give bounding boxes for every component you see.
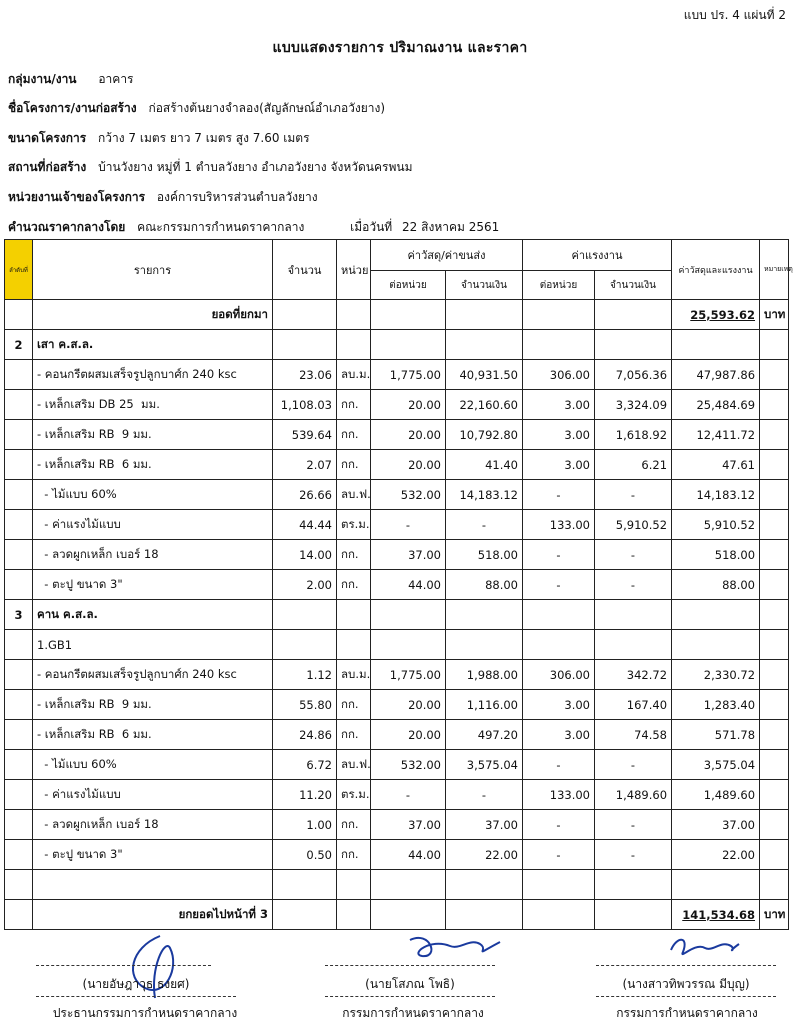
unit-cell: กก.: [337, 810, 371, 840]
seq-cell: [5, 450, 33, 480]
seq-cell: [5, 480, 33, 510]
qty-cell: 26.66: [273, 480, 337, 510]
total-cell: 2,330.72: [672, 660, 760, 690]
labor-unit-price: 3.00: [523, 720, 595, 750]
item-description: - ตะปู ขนาด 3": [33, 570, 273, 600]
carried-out-row: [5, 900, 789, 930]
calc-label: คำนวณราคากลางโดย: [8, 220, 126, 234]
info-size: [8, 129, 316, 148]
signature-role-line-3: [596, 996, 776, 997]
table-row: [5, 420, 789, 450]
size-value: กว้าง 7 เมตร ยาว 7 เมตร สูง 7.60 เมตร: [98, 131, 310, 145]
material-amount: 22,160.60: [446, 390, 523, 420]
header-qty: จำนวน: [273, 240, 337, 300]
labor-amount: -: [595, 480, 672, 510]
table-row: [5, 570, 789, 600]
total-cell: 1,489.60: [672, 780, 760, 810]
item-description: - คอนกรีตผสมเสร็จรูปลูกบาศ์ก 240 ksc: [33, 360, 273, 390]
empty-cell: [760, 600, 789, 630]
material-amount: 40,931.50: [446, 360, 523, 390]
table-row: [5, 780, 789, 810]
total-cell: 22.00: [672, 840, 760, 870]
remark-cell: [760, 420, 789, 450]
material-unit-price: 37.00: [371, 810, 446, 840]
material-unit-price: -: [371, 510, 446, 540]
carried-out-label: ยกยอดไปหน้าที่ 3: [33, 900, 273, 930]
empty-cell: [273, 330, 337, 360]
total-cell: 25,484.69: [672, 390, 760, 420]
unit-cell: ลบ.ฟ.: [337, 750, 371, 780]
signature-line-2: [325, 965, 495, 966]
total-cell: 518.00: [672, 540, 760, 570]
material-unit-price: 37.00: [371, 540, 446, 570]
qty-cell: 2.07: [273, 450, 337, 480]
seq-cell: [5, 510, 33, 540]
material-unit-price: 1,775.00: [371, 660, 446, 690]
material-unit-price: 20.00: [371, 390, 446, 420]
project-label: ชื่อโครงการ/งานก่อสร้าง: [8, 101, 137, 115]
empty-cell: [337, 870, 371, 900]
carried-in-row: [5, 300, 789, 330]
empty-cell: [595, 870, 672, 900]
remark-cell: [760, 570, 789, 600]
item-description: - ค่าแรงไม้แบบ: [33, 780, 273, 810]
empty-cell: [446, 600, 523, 630]
item-description: - ตะปู ขนาด 3": [33, 840, 273, 870]
section-title: คาน ค.ส.ล.: [33, 600, 273, 630]
info-site: [8, 158, 418, 177]
material-amount: 41.40: [446, 450, 523, 480]
unit-cell: กก.: [337, 840, 371, 870]
empty-cell: [595, 630, 672, 660]
material-amount: 88.00: [446, 570, 523, 600]
labor-amount: -: [595, 750, 672, 780]
signature-role-line-2: [325, 996, 495, 997]
table-row: [5, 720, 789, 750]
header-remark: หมายเหตุ: [760, 240, 789, 300]
carried-in-currency: บาท: [760, 300, 789, 330]
total-cell: 1,283.40: [672, 690, 760, 720]
section-seq: 3: [5, 600, 33, 630]
header-lab-amount: จำนวนเงิน: [595, 271, 672, 300]
remark-cell: [760, 810, 789, 840]
empty-cell: [337, 600, 371, 630]
total-cell: 37.00: [672, 810, 760, 840]
empty-cell: [760, 870, 789, 900]
unit-cell: ตร.ม.: [337, 780, 371, 810]
labor-unit-price: -: [523, 810, 595, 840]
table-row: [5, 480, 789, 510]
empty-cell: [273, 870, 337, 900]
item-description: - ค่าแรงไม้แบบ: [33, 510, 273, 540]
empty-cell: [523, 630, 595, 660]
item-description: - เหล็กเสริม RB 6 มม.: [33, 720, 273, 750]
labor-unit-price: -: [523, 480, 595, 510]
empty-cell: [672, 630, 760, 660]
table-row: [5, 360, 789, 390]
qty-cell: 23.06: [273, 360, 337, 390]
empty-cell: [595, 600, 672, 630]
labor-amount: 3,324.09: [595, 390, 672, 420]
labor-amount: -: [595, 810, 672, 840]
labor-unit-price: 133.00: [523, 780, 595, 810]
empty-cell: [672, 870, 760, 900]
seq-cell: [5, 750, 33, 780]
material-unit-price: 20.00: [371, 420, 446, 450]
seq-cell: [5, 660, 33, 690]
date-value: 22 สิงหาคม 2561: [402, 220, 500, 234]
labor-amount: 7,056.36: [595, 360, 672, 390]
total-cell: 47,987.86: [672, 360, 760, 390]
group-value: อาคาร: [98, 72, 134, 86]
boq-table: [4, 239, 793, 930]
project-value: ก่อสร้างต้นยางจำลอง(สัญลักษณ์อำเภอวังยาง): [148, 101, 386, 115]
remark-cell: [760, 450, 789, 480]
material-unit-price: 20.00: [371, 690, 446, 720]
owner-label: หน่วยงานเจ้าของโครงการ: [8, 190, 146, 204]
item-description: - เหล็กเสริม RB 9 มม.: [33, 690, 273, 720]
material-unit-price: 44.00: [371, 840, 446, 870]
remark-cell: [760, 660, 789, 690]
remark-cell: [760, 690, 789, 720]
section-seq: 2: [5, 330, 33, 360]
material-amount: 22.00: [446, 840, 523, 870]
header-lab-per-unit: ต่อหน่วย: [523, 271, 595, 300]
header-mat-per-unit: ต่อหน่วย: [371, 271, 446, 300]
total-cell: 12,411.72: [672, 420, 760, 450]
signature-line-1: [36, 965, 211, 966]
header-unit: หน่วย: [337, 240, 371, 300]
material-amount: 3,575.04: [446, 750, 523, 780]
section-title: เสา ค.ส.ล.: [33, 330, 273, 360]
qty-cell: 1,108.03: [273, 390, 337, 420]
item-description: - คอนกรีตผสมเสร็จรูปลูกบาศ์ก 240 ksc: [33, 660, 273, 690]
labor-unit-price: 3.00: [523, 450, 595, 480]
carried-in-total: 25,593.62: [672, 300, 760, 330]
item-description: - เหล็กเสริม DB 25 มม.: [33, 390, 273, 420]
item-description: - ลวดผูกเหล็ก เบอร์ 18: [33, 810, 273, 840]
header-item: รายการ: [33, 240, 273, 300]
table-row: [5, 660, 789, 690]
material-amount: 1,116.00: [446, 690, 523, 720]
signature-2-name: (นายโสภณ โพธิ): [365, 977, 455, 991]
info-group: [8, 70, 140, 89]
table-row: [5, 390, 789, 420]
item-description: - ไม้แบบ 60%: [33, 750, 273, 780]
labor-unit-price: -: [523, 750, 595, 780]
qty-cell: 11.20: [273, 780, 337, 810]
total-cell: 5,910.52: [672, 510, 760, 540]
total-cell: 47.61: [672, 450, 760, 480]
info-calc: [8, 218, 499, 237]
signature-2-role: กรรมการกำหนดราคากลาง: [342, 1006, 484, 1020]
labor-unit-price: -: [523, 840, 595, 870]
labor-unit-price: 3.00: [523, 690, 595, 720]
qty-cell: 1.00: [273, 810, 337, 840]
material-amount: 37.00: [446, 810, 523, 840]
seq-cell: [5, 780, 33, 810]
labor-amount: 342.72: [595, 660, 672, 690]
qty-cell: 1.12: [273, 660, 337, 690]
signature-3-scribble: [665, 932, 745, 962]
table-row: [5, 450, 789, 480]
item-description: - ลวดผูกเหล็ก เบอร์ 18: [33, 540, 273, 570]
seq-cell: [5, 720, 33, 750]
unit-cell: กก.: [337, 450, 371, 480]
labor-unit-price: 306.00: [523, 360, 595, 390]
unit-cell: ลบ.ม.: [337, 360, 371, 390]
subsection-row: [5, 630, 789, 660]
unit-cell: กก.: [337, 570, 371, 600]
labor-amount: 5,910.52: [595, 510, 672, 540]
qty-cell: 55.80: [273, 690, 337, 720]
header-mat-amount: จำนวนเงิน: [446, 271, 523, 300]
labor-unit-price: 3.00: [523, 420, 595, 450]
blank-row: [5, 870, 789, 900]
labor-amount: -: [595, 570, 672, 600]
carried-out-total: 141,534.68: [672, 900, 760, 930]
remark-cell: [760, 510, 789, 540]
material-unit-price: -: [371, 780, 446, 810]
labor-amount: 1,489.60: [595, 780, 672, 810]
empty-cell: [371, 870, 446, 900]
qty-cell: 14.00: [273, 540, 337, 570]
empty-cell: [371, 630, 446, 660]
unit-cell: กก.: [337, 540, 371, 570]
empty-cell: [523, 870, 595, 900]
table-row: [5, 510, 789, 540]
total-cell: 3,575.04: [672, 750, 760, 780]
header-labor: ค่าแรงงาน: [523, 240, 672, 271]
empty-cell: [595, 330, 672, 360]
labor-unit-price: -: [523, 570, 595, 600]
labor-amount: 74.58: [595, 720, 672, 750]
header-seq: ลำดับที่: [5, 240, 33, 300]
seq-cell: [5, 810, 33, 840]
empty-cell: [337, 630, 371, 660]
material-amount: 10,792.80: [446, 420, 523, 450]
remark-cell: [760, 720, 789, 750]
carried-in-label: ยอดที่ยกมา: [33, 300, 273, 330]
empty-cell: [273, 630, 337, 660]
table-row: [5, 840, 789, 870]
carried-out-currency: บาท: [760, 900, 789, 930]
empty-cell: [446, 330, 523, 360]
labor-amount: 1,618.92: [595, 420, 672, 450]
labor-unit-price: 306.00: [523, 660, 595, 690]
labor-amount: -: [595, 840, 672, 870]
total-cell: 571.78: [672, 720, 760, 750]
empty-cell: [33, 870, 273, 900]
remark-cell: [760, 360, 789, 390]
remark-cell: [760, 390, 789, 420]
material-unit-price: 532.00: [371, 750, 446, 780]
site-value: บ้านวังยาง หมู่ที่ 1 ตำบลวังยาง อำเภอวังยาง จังหวัดนครพนม: [98, 160, 413, 174]
signature-line-3: [596, 965, 776, 966]
qty-cell: 24.86: [273, 720, 337, 750]
unit-cell: กก.: [337, 720, 371, 750]
empty-cell: [672, 600, 760, 630]
document-title: แบบแสดงรายการ ปริมาณงาน และราคา: [272, 40, 528, 56]
material-amount: 14,183.12: [446, 480, 523, 510]
owner-value: องค์การบริหารส่วนตำบลวังยาง: [156, 190, 318, 204]
empty-cell: [273, 600, 337, 630]
material-unit-price: 20.00: [371, 720, 446, 750]
material-unit-price: 44.00: [371, 570, 446, 600]
empty-cell: [760, 330, 789, 360]
empty-cell: [523, 330, 595, 360]
seq-cell: [5, 570, 33, 600]
empty-cell: [371, 330, 446, 360]
seq-cell: [5, 540, 33, 570]
material-amount: 497.20: [446, 720, 523, 750]
item-description: - เหล็กเสริม RB 9 มม.: [33, 420, 273, 450]
seq-cell: [5, 390, 33, 420]
table-row: [5, 810, 789, 840]
total-cell: 14,183.12: [672, 480, 760, 510]
table-row: [5, 750, 789, 780]
qty-cell: 44.44: [273, 510, 337, 540]
unit-cell: ลบ.ฟ.: [337, 480, 371, 510]
labor-unit-price: -: [523, 540, 595, 570]
remark-cell: [760, 540, 789, 570]
empty-cell: [5, 870, 33, 900]
labor-amount: 167.40: [595, 690, 672, 720]
empty-cell: [5, 630, 33, 660]
qty-cell: 0.50: [273, 840, 337, 870]
remark-cell: [760, 480, 789, 510]
section-row: [5, 330, 789, 360]
unit-cell: ลบ.ม.: [337, 660, 371, 690]
header-total: ค่าวัสดุและแรงงาน: [672, 240, 760, 300]
date-label: เมื่อวันที่: [350, 220, 393, 234]
remark-cell: [760, 750, 789, 780]
header-material: ค่าวัสดุ/ค่าขนส่ง: [371, 240, 523, 271]
empty-cell: [672, 330, 760, 360]
group-label: กลุ่มงาน/งาน: [8, 72, 77, 86]
signature-1-role: ประธานกรรมการกำหนดราคากลาง: [52, 1006, 238, 1020]
unit-cell: กก.: [337, 420, 371, 450]
seq-cell: [5, 840, 33, 870]
table-row: [5, 540, 789, 570]
item-description: - ไม้แบบ 60%: [33, 480, 273, 510]
labor-unit-price: 3.00: [523, 390, 595, 420]
empty-cell: [523, 600, 595, 630]
signature-2-scribble: [400, 928, 510, 968]
site-label: สถานที่ก่อสร้าง: [8, 160, 87, 174]
material-amount: 518.00: [446, 540, 523, 570]
material-unit-price: 20.00: [371, 450, 446, 480]
empty-cell: [371, 600, 446, 630]
empty-cell: [446, 870, 523, 900]
info-owner: [8, 188, 324, 207]
remark-cell: [760, 840, 789, 870]
material-amount: -: [446, 780, 523, 810]
seq-cell: [5, 360, 33, 390]
section-row: [5, 600, 789, 630]
calc-value: คณะกรรมการกำหนดราคากลาง: [137, 220, 305, 234]
size-label: ขนาดโครงการ: [8, 131, 87, 145]
material-amount: 1,988.00: [446, 660, 523, 690]
form-number: แบบ ปร. 4 แผ่นที่ 2: [683, 8, 786, 22]
labor-amount: -: [595, 540, 672, 570]
material-unit-price: 532.00: [371, 480, 446, 510]
table-row: [5, 690, 789, 720]
material-unit-price: 1,775.00: [371, 360, 446, 390]
qty-cell: 2.00: [273, 570, 337, 600]
seq-cell: [5, 420, 33, 450]
seq-cell: [5, 690, 33, 720]
empty-cell: [337, 330, 371, 360]
item-description: - เหล็กเสริม RB 6 มม.: [33, 450, 273, 480]
subsection-title: 1.GB1: [33, 630, 273, 660]
signature-3-name: (นางสาวทิพวรรณ มีบุญ): [622, 977, 750, 991]
labor-unit-price: 133.00: [523, 510, 595, 540]
unit-cell: กก.: [337, 390, 371, 420]
unit-cell: ตร.ม.: [337, 510, 371, 540]
empty-cell: [446, 630, 523, 660]
labor-amount: 6.21: [595, 450, 672, 480]
qty-cell: 539.64: [273, 420, 337, 450]
signature-1-name: (นายอัษฎาวุธ ธงยศ): [82, 977, 190, 991]
remark-cell: [760, 780, 789, 810]
signature-3-role: กรรมการกำหนดราคากลาง: [616, 1006, 758, 1020]
qty-cell: 6.72: [273, 750, 337, 780]
signature-role-line-1: [36, 996, 236, 997]
empty-cell: [760, 630, 789, 660]
info-project: [8, 99, 391, 118]
total-cell: 88.00: [672, 570, 760, 600]
unit-cell: กก.: [337, 690, 371, 720]
material-amount: -: [446, 510, 523, 540]
